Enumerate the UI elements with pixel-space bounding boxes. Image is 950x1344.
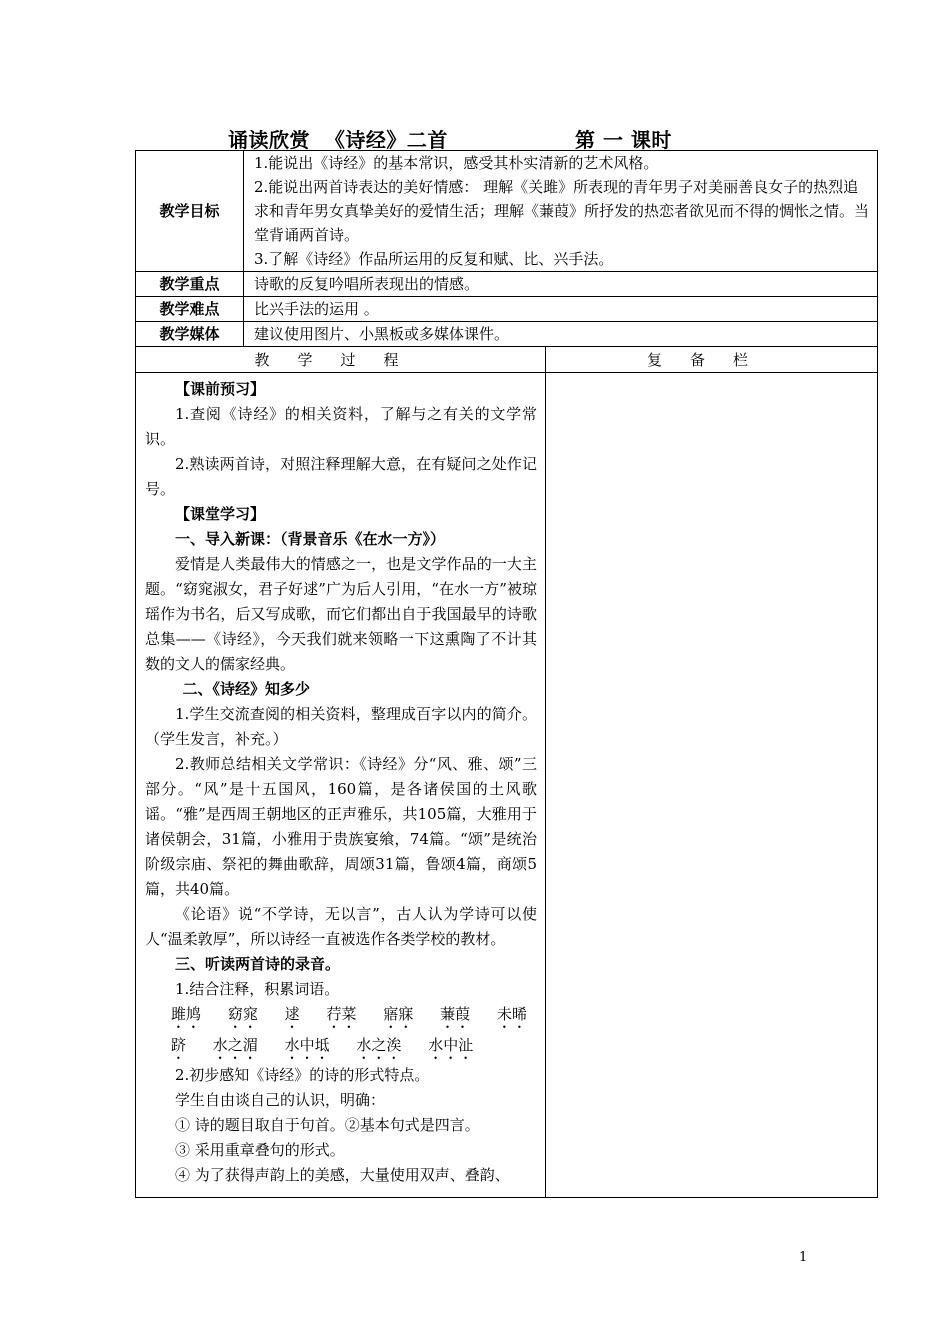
vocab-word: 窈窕 [227,1005,258,1023]
section-3-para-3: 学生自由谈自己的认识，明确： [175,1091,386,1109]
vocab-word: 水中沚 [428,1036,474,1054]
section-1-heading: 一、导入新课：（背景音乐《在水一方》） [175,530,446,548]
label-media: 教学媒体 [136,322,244,347]
vocab-word: 水之涘 [356,1036,402,1054]
lesson-plan-table [135,150,878,1198]
document-title [228,124,672,153]
section-3-para-6: ④ 为了获得声韵上的美感，大量使用双声、叠韵、 [175,1166,510,1184]
label-objectives: 教学目标 [136,151,244,272]
header-process: 教学过程 [136,347,546,373]
vocab-word: 雎鸠 [171,1005,202,1023]
pre-item-1: 1.查阅《诗经》的相关资料，了解与之有关的文学常识。 [145,405,537,448]
row-objectives [136,151,878,272]
section-2-para-2: 2.教师总结相关文学常识：《诗经》分“风、雅、颂”三部分。“风”是十五国风，160篇，是各诸侯国的土风歌谣。“雅”是西周王朝地区的正声雅乐，共105篇，大雅用于诸侯朝会，31篇，小雅用于贵族宴飨，74篇。“颂”是统治阶级宗庙、祭祀的舞曲歌辞，周颂31篇，鲁颂4篇，商颂5篇，共40篇。 [145,755,537,898]
title-main: 诵读欣赏 《诗经》二首 [228,128,448,152]
label-key-points: 教学重点 [136,272,244,297]
objectives-content [244,151,878,272]
section-2-para-3: 《论语》说“不学诗，无以言”，古人认为学诗可以使人“温柔敦厚”，所以诗经一直被选作各类学校的教材。 [145,905,537,948]
title-lesson: 第 一 课时 [575,128,672,152]
objective-2: 2.能说出两首诗表达的美好情感： 理解《关雎》所表现的青年男子对美丽善良女子的热烈追求和青年男女真挚美好的爱情生活；理解《蒹葭》所抒发的热恋者欲见而不得的惆怅之情。当堂背诵两首诗。 [254,178,870,244]
vocab-word: 寤寐 [383,1005,414,1023]
vocab-word: 水之湄 [212,1036,258,1054]
vocab-word: 蒹葭 [440,1005,471,1023]
notes-column [546,373,878,1198]
vocab-word: 逑 [284,1005,300,1023]
objective-1: 1.能说出《诗经》的基本常识，感受其朴实清新的艺术风格。 [254,154,659,172]
objective-3: 3.了解《诗经》作品所运用的反复和赋、比、兴手法。 [254,250,614,268]
section-1-text: 爱情是人类最伟大的情感之一，也是文学作品的一大主题。“窈窕淑女，君子好逑”广为后人引用，“在水一方”被琼瑶作为书名，后又写成歌，而它们都出自于我国最早的诗歌总集——《诗经》，今天我们就来领略一下这熏陶了不计其数的文人的儒家经典。 [145,555,537,673]
pre-item-2: 2.熟读两首诗，对照注释理解大意，在有疑问之处作记号。 [145,455,537,498]
section-2-heading: 二、《诗经》知多少 [182,680,311,698]
row-process [136,373,878,1198]
media-content: 建议使用图片、小黑板或多媒体课件。 [244,322,878,347]
section-3-heading: 三、听读两首诗的录音。 [175,955,341,973]
vocab-word: 荇菜 [326,1005,357,1023]
row-key-points [136,272,878,297]
process-content [136,373,546,1198]
label-difficulties: 教学难点 [136,297,244,322]
page-number: 1 [799,1250,808,1265]
vocab-word: 跻 [171,1036,187,1054]
vocab-row-2 [145,1032,537,1063]
row-difficulties [136,297,878,322]
vocab-word: 未晞 [496,1005,527,1023]
difficulties-content: 比兴手法的运用 。 [244,297,878,322]
class-heading: 【课堂学习】 [175,505,266,523]
row-headers [136,347,878,373]
key-points-content: 诗歌的反复吟唱所表现出的情感。 [244,272,878,297]
header-notes: 复备栏 [546,347,878,373]
pre-heading: 【课前预习】 [175,380,266,398]
row-media [136,322,878,347]
section-2-para-1: 1.学生交流查阅的相关资料，整理成百字以内的简介。（学生发言，补充。） [145,705,537,748]
section-3-para-2: 2.初步感知《诗经》的诗的形式特点。 [175,1066,430,1084]
section-3-para-1: 1.结合注释，积累词语。 [175,980,340,998]
vocab-row-1 [145,1002,537,1032]
section-3-para-4: ① 诗的题目取自于句首。②基本句式是四言。 [175,1116,480,1134]
vocab-word: 水中坻 [284,1036,330,1054]
section-3-para-5: ③ 采用重章叠句的形式。 [175,1141,345,1159]
